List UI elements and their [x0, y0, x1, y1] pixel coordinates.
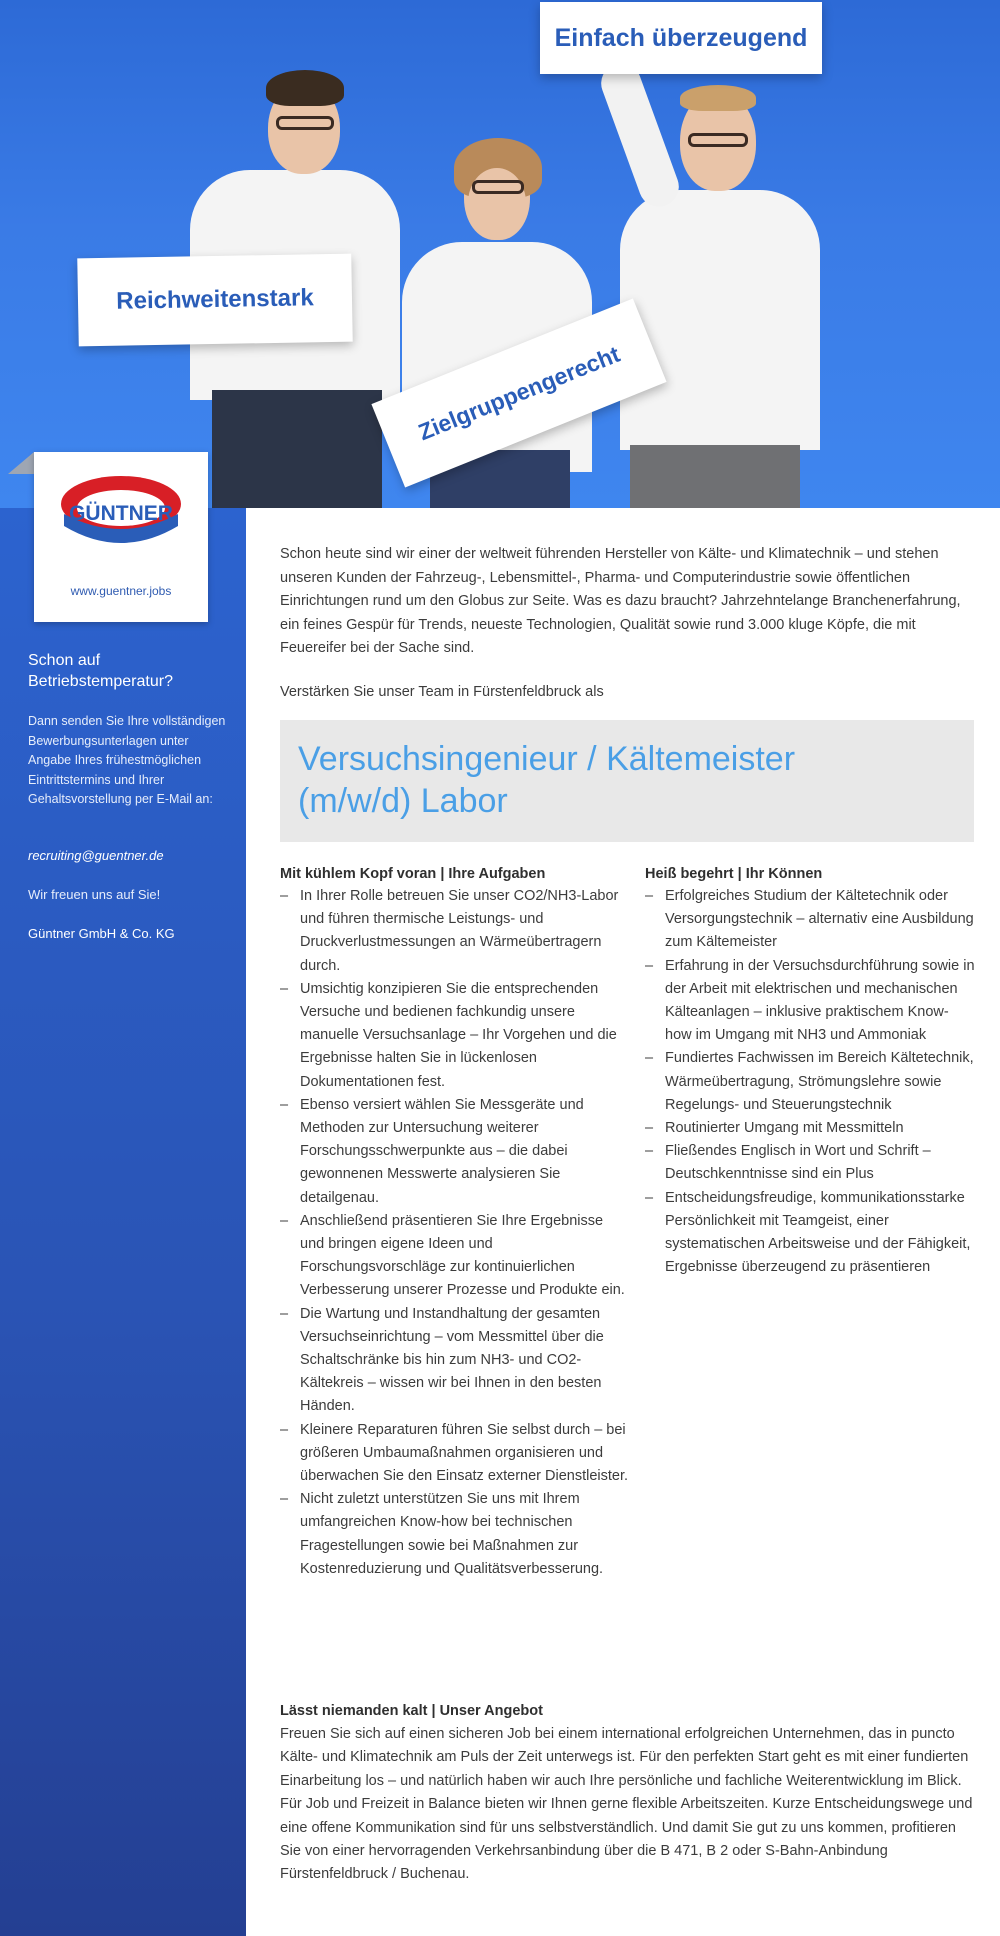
sign-einfach-ueberzeugend: Einfach überzeugend [540, 2, 822, 74]
list-item: – Die Wartung und Instandhaltung der gesamten Versuchseinrichtung – vom Messmittel über die Schaltschränke bis hin zum NH3- und CO2-Kältekreis – wissen wir bei Ihnen in den besten Händen. [280, 1303, 630, 1419]
logo-url[interactable]: www.guentner.jobs [70, 584, 172, 598]
list-item: – Erfolgreiches Studium der Kältetechnik oder Versorgungstechnik – alternativ eine Ausbildung zum Kältemeister [645, 885, 975, 955]
lead-text: Verstärken Sie unser Team in Fürstenfeldbruck als [280, 683, 604, 700]
hero-photo [0, 0, 1000, 508]
tasks-list [280, 885, 630, 1581]
guentner-logo-icon [60, 474, 182, 552]
main-content [280, 543, 974, 704]
logo-fold [8, 452, 34, 474]
job-title [298, 738, 795, 822]
list-item: – Anschließend präsentieren Sie Ihre Ergebnisse und bringen eigene Ideen und Forschungsvorschläge zur kontinuierlichen Verbesserung unserer Prozesse und Produkte ein. [280, 1210, 630, 1303]
list-item: – Fließendes Englisch in Wort und Schrift – Deutschkenntnisse sind ein Plus [645, 1140, 975, 1186]
sign-zielgruppengerecht: Zielgruppengerecht [371, 298, 666, 487]
tasks-heading: Mit kühlem Kopf voran | Ihre Aufgaben [280, 866, 546, 882]
list-item: – Ebenso versiert wählen Sie Messgeräte und Methoden zur Untersuchung weiterer Forschungsschwerpunkte aus – die dabei gewonnenen Messwerte analysieren Sie detailgenau. [280, 1094, 630, 1210]
offer-body: Freuen Sie sich auf einen sicheren Job bei einem international erfolgreichen Unternehmen, das in puncto Kälte- und Klimatechnik am Puls der Zeit unterwegs ist. Für den perfekten Start geht es mit einer fundierten Einarbeitung los – und natürlich haben wir auch Ihre persönliche und fachliche Weiterentwicklung im Blick. Für Job und Freizeit in Balance bieten wir Ihnen gerne flexible Arbeitszeiten. Kurze Entscheidungswege und eine offene Kommunikation sind für uns selbstverständlich. Und damit Sie gut zu uns kommen, profitieren Sie von einer hervorragenden Verkehrsanbindung über die B 471, B 2 oder S-Bahn-Anbindung Fürstenfeldbruck / Buchenau. [280, 1726, 973, 1883]
list-item: – Nicht zuletzt unterstützen Sie uns mit Ihrem umfangreichen Know-how bei technischen Fragestellungen sowie bei Maßnahmen zur Kostenreduzierung und Qualitätsverbesserung. [280, 1488, 630, 1581]
job-title-line-1: Versuchsingenieur / Kältemeister [298, 740, 796, 778]
sidebar-company: Güntner GmbH & Co. KG [28, 926, 175, 941]
tasks-column [280, 863, 630, 1581]
list-item: – Kleinere Reparaturen führen Sie selbst durch – bei größeren Umbaumaßnahmen organisieren und überwachen Sie den Einsatz externer Dienstleister. [280, 1419, 630, 1489]
sign-reichweitenstark: Reichweitenstark [77, 254, 352, 347]
list-item: – Fundiertes Fachwissen im Bereich Kältetechnik, Wärmeübertragung, Strömungslehre sowie Regelungs- und Steuerungstechnik [645, 1047, 975, 1117]
job-title-line-2: (m/w/d) Labor [298, 782, 508, 820]
logo-brand-text: GÜNTNER [69, 502, 173, 525]
skills-column [645, 863, 975, 1279]
sidebar-thanks: Wir freuen uns auf Sie! [28, 887, 161, 902]
list-item: – Umsichtig konzipieren Sie die entsprechenden Versuche und bedienen fachkundig unsere manuelle Versuchsanlage – Ihr Vorgehen und die Ergebnisse halten Sie in lückenlosen Dokumentationen fest. [280, 978, 630, 1094]
skills-heading: Heiß begehrt | Ihr Können [645, 866, 823, 882]
list-item: – Entscheidungsfreudige, kommunikationsstarke Persönlichkeit mit Teamgeist, einer systematischen Arbeitsweise und der Fähigkeit, Ergebnisse überzeugend zu präsentieren [645, 1187, 975, 1280]
intro-text: Schon heute sind wir einer der weltweit führenden Hersteller von Kälte- und Klimatechnik – und stehen unseren Kunden der Fahrzeug-, Lebensmittel-, Pharma- und Computerindustrie sowie öffentlichen Einrichtungen rund um den Globus zur Seite. Was es dazu braucht? Jahrzehntelange Branchenerfahrung, ein feines Gespür für Trends, neueste Technologien, Qualität sowie rund 3.000 kluge Köpfe, die mit Feuereifer bei der Sache sind. [280, 546, 961, 656]
list-item: – In Ihrer Rolle betreuen Sie unser CO2/NH3-Labor und führen thermische Leistungs- und Druckverlustmessungen an Wärmeübertragern durch. [280, 885, 630, 978]
offer-heading: Lässt niemanden kalt | Unser Angebot [280, 1703, 543, 1719]
company-logo[interactable] [34, 452, 208, 622]
job-title-box [280, 720, 974, 842]
application-email-link[interactable]: recruiting@guentner.de [28, 848, 164, 863]
offer-section [280, 1700, 974, 1887]
list-item: – Erfahrung in der Versuchsdurchführung sowie in der Arbeit mit elektrischen und mechanischen Kälteanlagen – inklusive praktischem Know-how im Umgang mit NH3 und Ammoniak [645, 955, 975, 1048]
list-item: – Routinierter Umgang mit Messmitteln [645, 1117, 975, 1140]
sidebar-heading: Schon auf Betriebstemperatur? [28, 652, 173, 690]
sidebar-body: Dann senden Sie Ihre vollständigen Bewerbungsunterlagen unter Angabe Ihres frühestmöglichen Eintrittstermins und Ihrer Gehaltsvorstellung per E-Mail an: [28, 714, 226, 806]
skills-list [645, 885, 975, 1279]
